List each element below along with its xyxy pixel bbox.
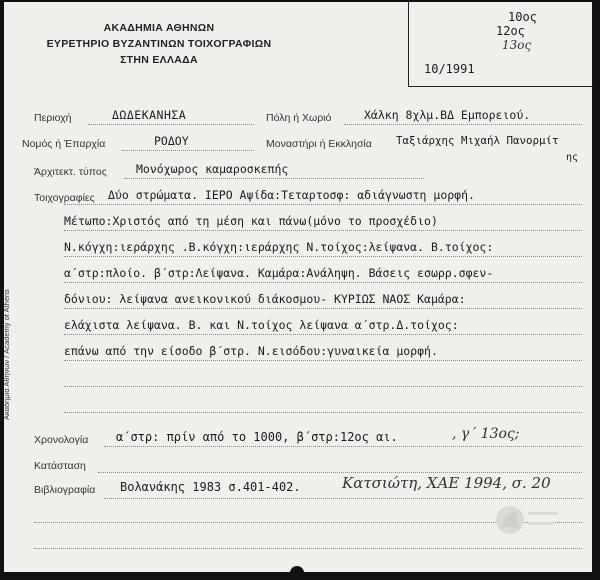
frescoes-line-4: α΄στρ:πλοίο. β΄στρ:Λείψανα. Καμάρα:Ανάληψη. Βάσεις εσωρρ.σφεν- bbox=[64, 266, 494, 280]
index-card bbox=[4, 2, 592, 572]
frescoes-line-5: δόνιου: λείψανα ανεικονικού διάκοσμου- ΚΥΡΙΩΣ ΝΑΟΣ Καμάρα: bbox=[64, 292, 466, 306]
frescoes-line-2: Μέτωπο:Χριστός από τη μέση και πάνω(μόνο το προσχέδιο) bbox=[64, 214, 438, 228]
bibliography-label: Βιβλιογραφία bbox=[34, 484, 96, 496]
frescoes-line-7: επάνω από την είσοδο β΄στρ. Ν.εισόδου:γυναικεία μορφή. bbox=[64, 344, 438, 358]
chronology-dotted-line bbox=[104, 446, 582, 447]
dotted-line bbox=[64, 386, 582, 387]
prefecture-value: ΡΟΔΟΥ bbox=[154, 134, 189, 148]
punch-hole bbox=[290, 566, 304, 580]
frescoes-line-1: Δύο στρώματα. ΙΕΡΟ Αψίδα:Τεταρτοσφ: αδιάγνωστη μορφή. bbox=[108, 188, 475, 202]
dotted-line bbox=[64, 256, 582, 257]
catalog-number: 10/1991 bbox=[424, 62, 475, 76]
frescoes-label: Τοιχογραφίες bbox=[34, 192, 95, 204]
frescoes-line-6: ελάχιστα λείψανα. Β. και Ν.τοίχος λείψανα α΄στρ.Δ.τοίχος: bbox=[64, 318, 459, 332]
dotted-line bbox=[64, 204, 582, 205]
dotted-line bbox=[64, 230, 582, 231]
header-line-3: ΣΤΗΝ ΕΛΛΑΔΑ bbox=[120, 54, 198, 66]
century-12: 12ος bbox=[496, 24, 525, 38]
header-line-1: ΑΚΑΔΗΜΙΑ ΑΘΗΝΩΝ bbox=[103, 22, 215, 34]
chronology-value: α΄στρ: πρίν από το 1000, β΄στρ:12ος αι. bbox=[116, 430, 398, 444]
century-13-handwritten: 13ος bbox=[502, 38, 532, 52]
prefecture-dotted-line bbox=[122, 150, 254, 151]
architecture-label: Άρχιτεκτ. τύπος bbox=[34, 166, 107, 178]
side-credit-text: Ακαδημία Αθηνών / Academy of Athens bbox=[2, 289, 11, 420]
bibliography-handwritten: Κατσιώτη, ΧΑΕ 1994, σ. 20 bbox=[342, 474, 551, 492]
frescoes-line-3: Ν.κόγχη:ιεράρχης .Β.κόγχη:ιεράρχης Ν.τοίχος:λείψανα. Β.τοίχος: bbox=[64, 240, 494, 254]
monastery-value: Ταξιάρχης Μιχαήλ Πανορμίτ bbox=[396, 134, 559, 147]
dotted-line bbox=[64, 334, 582, 335]
town-dotted-line bbox=[344, 124, 582, 125]
dotted-line bbox=[64, 308, 582, 309]
dotted-line bbox=[34, 548, 582, 549]
chronology-handwritten: , γ΄ 13ος; bbox=[452, 426, 520, 442]
prefecture-label: Νομός ή Έπαρχία bbox=[22, 138, 106, 150]
academy-watermark-logo bbox=[492, 500, 562, 540]
monastery-label: Μοναστήρι ή Εκκλησία bbox=[266, 138, 372, 150]
region-dotted-line bbox=[88, 124, 254, 125]
region-value: ΔΩΔΕΚΑΝΗΣΑ bbox=[112, 108, 187, 122]
header-line-2: ΕΥΡΕΤΗΡΙΟ ΒΥΖΑΝΤΙΝΩΝ ΤΟΙΧΟΓΡΑΦΙΩΝ bbox=[46, 38, 272, 50]
dotted-line bbox=[64, 412, 582, 413]
architecture-value: Μονόχωρος καμαροσκεπής bbox=[136, 162, 289, 176]
monastery-value-wrap: ης bbox=[566, 152, 579, 163]
chronology-label: Χρονολογία bbox=[34, 434, 89, 446]
bibliography-dotted-line bbox=[104, 498, 582, 499]
condition-dotted-line bbox=[98, 472, 582, 473]
dotted-line bbox=[64, 282, 582, 283]
century-10: 10ος bbox=[508, 10, 537, 24]
architecture-dotted-line bbox=[124, 178, 424, 179]
region-label: Περιοχή bbox=[34, 112, 72, 124]
town-label: Πόλη ή Χωριό bbox=[266, 112, 332, 124]
condition-label: Κατάσταση bbox=[34, 460, 86, 472]
town-value: Χάλκη 8χλμ.ΒΔ Εμπορειού. bbox=[364, 108, 531, 122]
dotted-line bbox=[64, 360, 582, 361]
bibliography-value: Βολανάκης 1983 σ.401-402. bbox=[120, 480, 301, 494]
